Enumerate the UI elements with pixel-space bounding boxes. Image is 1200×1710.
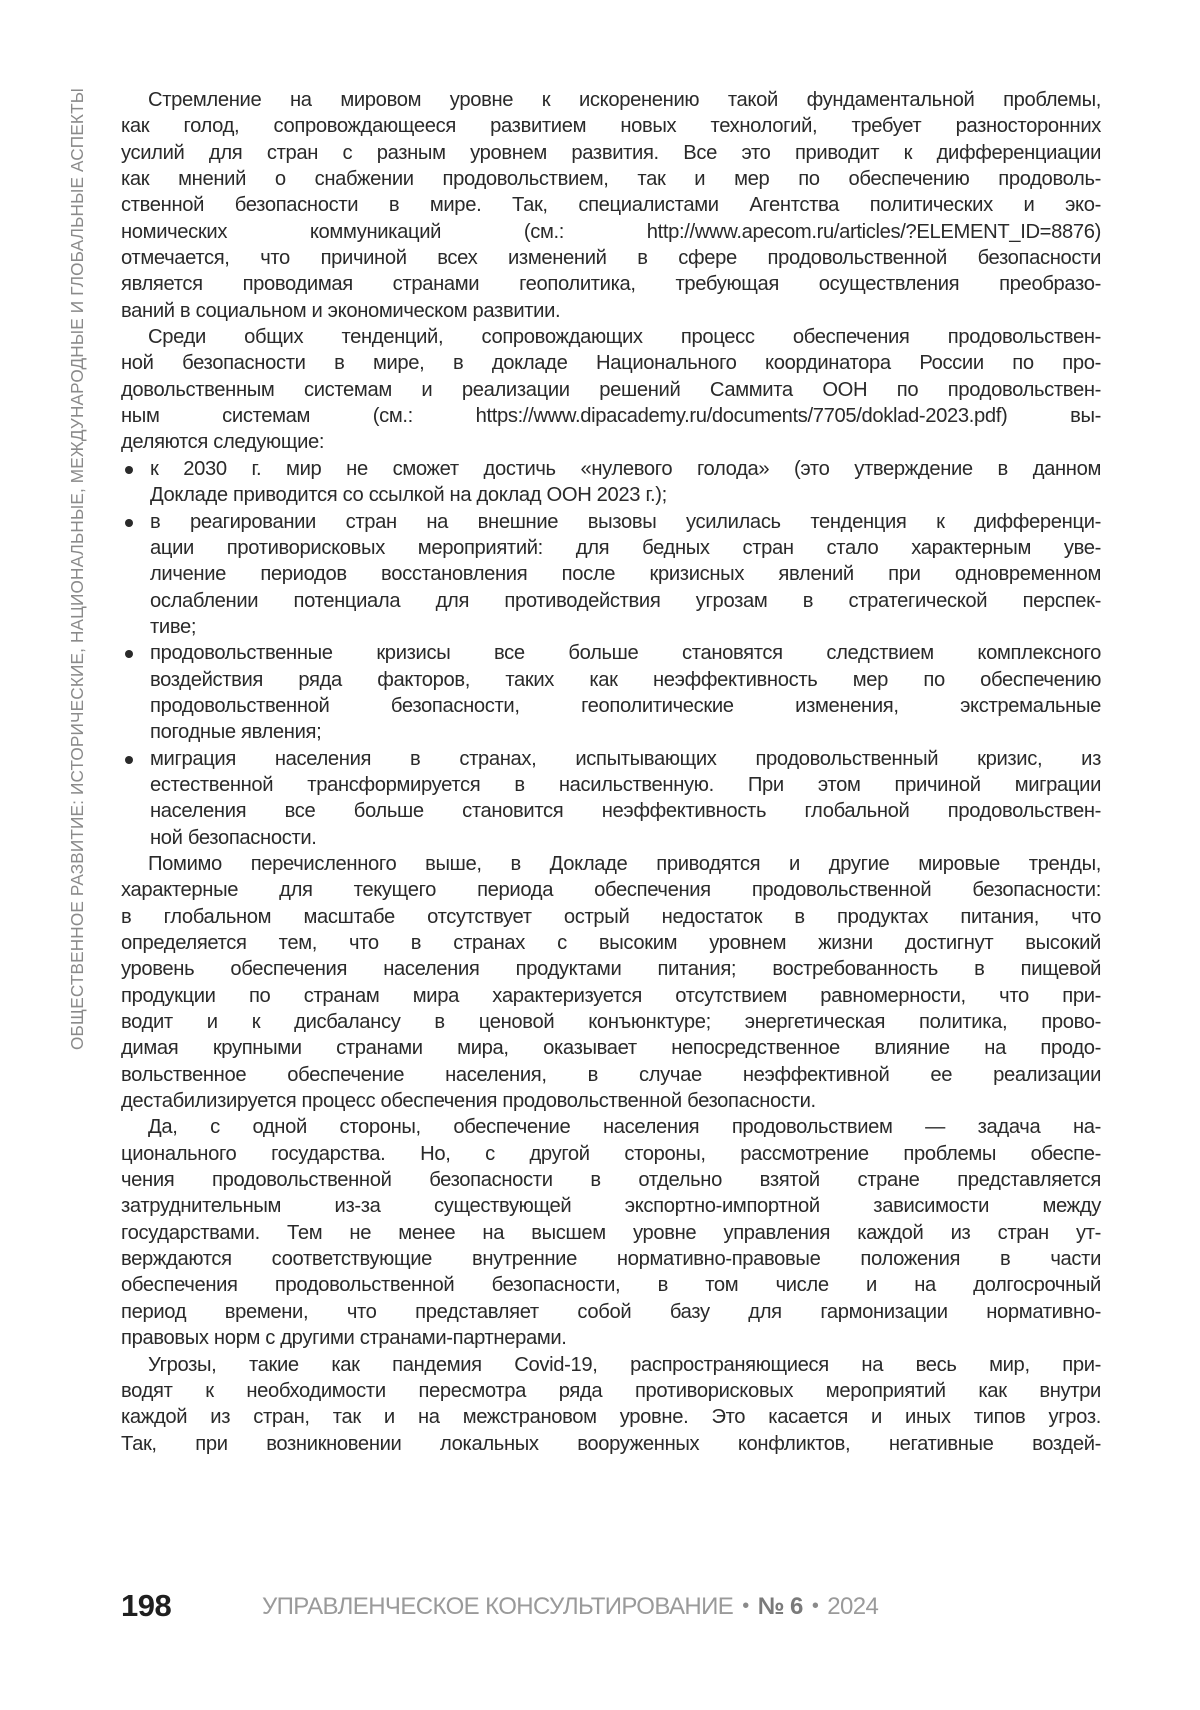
bullet-icon — [125, 756, 133, 764]
paragraph — [121, 1352, 1101, 1457]
text-line: Так, при возникновении локальных вооруженных конфликтов, негативные воздей- — [121, 1432, 1101, 1455]
text-line: ственной безопасности в мире. Так, специалистами Агентства политических и эко- — [121, 194, 1101, 217]
text-line: номических коммуникаций (см.: http://www.apecom.ru/articles/?ELEMENT_ID=8876) — [121, 220, 1101, 243]
journal-info — [262, 1593, 878, 1621]
text-line: продовольственной безопасности, геополитические изменения, экстремальные — [150, 694, 1101, 717]
text-line: уровень обеспечения населения продуктами питания; востребованность в пищевой — [121, 958, 1101, 981]
text-line: Докладе приводится со ссылкой на доклад ООН 2023 г.); — [150, 484, 667, 507]
text-line: является проводимая странами геополитика, требующая осуществления преобразо- — [121, 273, 1101, 296]
year: 2024 — [827, 1593, 879, 1620]
text-line: миграция населения в странах, испытывающих продовольственный кризис, из — [150, 747, 1101, 770]
paragraph — [121, 1114, 1101, 1351]
text-line: отмечается, что причиной всех изменений в сфере продовольственной безопасности — [121, 247, 1101, 270]
text-line: Среди общих тенденций, сопровождающих процесс обеспечения продовольствен- — [148, 326, 1101, 349]
text-line: ваний в социальном и экономическом развитии. — [121, 299, 561, 322]
bullet-item — [121, 640, 1101, 745]
journal-title: УПРАВЛЕНЧЕСКОЕ КОНСУЛЬТИРОВАНИЕ — [262, 1593, 734, 1620]
text-line: Стремление на мировом уровне к искоренению такой фундаментальной проблемы, — [148, 89, 1101, 111]
text-line: воздействия ряда факторов, таких как неэффективность мер по обеспечению — [150, 668, 1101, 691]
text-line: водит и к дисбалансу в ценовой конъюнктуре; энергетическая политика, прово- — [121, 1011, 1101, 1034]
text-line: Помимо перечисленного выше, в Докладе приводятся и другие мировые тренды, — [148, 852, 1101, 875]
text-line: населения все больше становится неэффективность глобальной продовольствен- — [150, 800, 1101, 823]
bullet-list — [121, 456, 1101, 851]
bullet-item — [121, 509, 1101, 641]
page-number: 198 — [121, 1588, 172, 1623]
text-line: ации противорисковых мероприятий: для бедных стран стало характерным уве- — [150, 536, 1101, 559]
paragraph — [121, 324, 1101, 456]
text-line: дестабилизируется процесс обеспечения продовольственной безопасности. — [121, 1090, 816, 1113]
text-line: вольственное обеспечение населения, в случае неэффективной ее реализации — [121, 1063, 1101, 1086]
paragraph — [121, 851, 1101, 1114]
text-line: усилий для стран с разным уровнем развития. Все это приводит к дифференциации — [121, 141, 1101, 164]
text-line: обеспечения продовольственной безопасности, в том числе и на долгосрочный — [121, 1274, 1101, 1297]
text-line: Угрозы, такие как пандемия Covid-19, распространяющиеся на весь мир, при- — [148, 1353, 1101, 1376]
text-line: естественной трансформируется в насильственную. При этом причиной миграции — [150, 773, 1101, 796]
text-line: каждой из стран, так и на межстрановом уровне. Это касается и иных типов угроз. — [121, 1406, 1101, 1429]
bullet-icon — [125, 519, 133, 527]
article-body — [121, 87, 1101, 1457]
text-line: водят к необходимости пересмотра ряда противорисковых мероприятий как внутри — [121, 1379, 1101, 1402]
running-title-sidebar — [62, 87, 92, 1050]
bullet-item — [121, 746, 1101, 851]
issue-number: № 6 — [757, 1593, 803, 1620]
text-line: Да, с одной стороны, обеспечение населения продовольствием — задача на- — [148, 1116, 1101, 1139]
text-line: чения продовольственной безопасности в отдельно взятой стране представляется — [121, 1169, 1101, 1192]
text-line: как голод, сопровождающееся развитием новых технологий, требует разносторонних — [121, 115, 1101, 138]
text-line: верждаются соответствующие внутренние нормативно-правовые положения в части — [121, 1248, 1101, 1271]
page-footer — [121, 1588, 1101, 1628]
text-line: ной безопасности в мире, в докладе Национального координатора России по про- — [121, 352, 1101, 375]
text-line: ной безопасности. — [150, 826, 317, 849]
text-line: деляются следующие: — [121, 431, 325, 454]
text-line: продукции по странам мира характеризуется отсутствием равномерности, что при- — [121, 984, 1101, 1007]
text-line: личение периодов восстановления после кризисных явлений при одновременном — [150, 563, 1101, 586]
text-line: димая крупными странами мира, оказывает непосредственное влияние на продо- — [121, 1037, 1101, 1060]
text-line: правовых норм с другими странами-партнерами. — [121, 1327, 567, 1350]
bullet-icon — [125, 466, 133, 474]
text-line: погодные явления; — [150, 721, 322, 744]
text-line: государствами. Тем не менее на высшем уровне управления каждой из стран ут- — [121, 1221, 1101, 1244]
text-line: тиве; — [150, 615, 197, 638]
text-line: в реагировании стран на внешние вызовы усилилась тенденция к дифференци- — [150, 510, 1101, 533]
separator-dot: • — [811, 1595, 819, 1617]
text-line: характерные для текущего периода обеспечения продовольственной безопасности: — [121, 879, 1101, 902]
text-line: определяется тем, что в странах с высоким уровнем жизни достигнут высокий — [121, 932, 1101, 954]
bullet-icon — [125, 650, 133, 658]
text-line: довольственным системам и реализации решений Саммита ООН по продовольствен- — [121, 378, 1101, 401]
text-line: как мнений о снабжении продовольствием, так и мер по обеспечению продоволь- — [121, 168, 1101, 191]
bullet-item — [121, 456, 1101, 509]
text-line: ционального государства. Но, с другой стороны, рассмотрение проблемы обеспе- — [121, 1142, 1101, 1165]
text-line: к 2030 г. мир не сможет достичь «нулевого голода» (это утверждение в данном — [150, 457, 1101, 480]
text-line: период времени, что представляет собой базу для гармонизации нормативно- — [121, 1300, 1101, 1323]
separator-dot: • — [742, 1595, 749, 1617]
text-line: затруднительным из-за существующей экспортно-импортной зависимости между — [121, 1195, 1101, 1218]
text-line: ным системам (см.: https://www.dipacademy.ru/documents/7705/doklad-2023.pdf) вы- — [121, 405, 1101, 428]
running-title: ОБЩЕСТВЕННОЕ РАЗВИТИЕ: ИСТОРИЧЕСКИЕ, НАЦИОНАЛЬНЫЕ, МЕЖДУНАРОДНЫЕ И ГЛОБАЛЬНЫЕ АСПЕКТЫ — [67, 87, 87, 1050]
paragraph — [121, 87, 1101, 324]
text-line: продовольственные кризисы все больше становятся следствием комплексного — [150, 642, 1101, 665]
text-line: ослаблении потенциала для противодействия угрозам в стратегической перспек- — [150, 589, 1101, 612]
text-line: в глобальном масштабе отсутствует острый недостаток в продуктах питания, что — [121, 905, 1101, 928]
